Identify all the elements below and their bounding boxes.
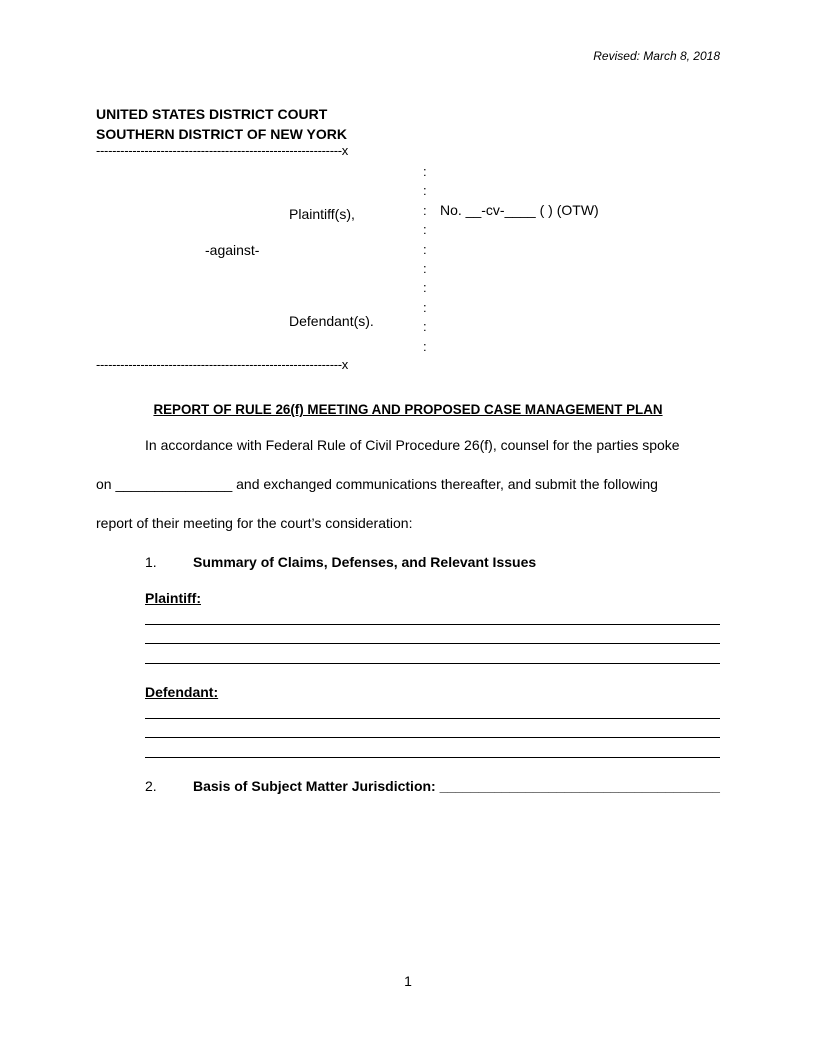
- court-name-line1: UNITED STATES DISTRICT COURT: [96, 106, 328, 122]
- caption-colon: :: [423, 164, 427, 179]
- plaintiff-caption: Plaintiff(s),: [289, 206, 355, 222]
- caption-colon: :: [423, 222, 427, 238]
- intro-line-2: on _______________ and exchanged communications thereafter, and submit the following: [96, 476, 658, 492]
- defendant-caption: Defendant(s).: [289, 313, 374, 329]
- caption-top-rule: -------------------------------------------------------------x: [96, 143, 348, 158]
- defendant-label: Defendant:: [145, 684, 219, 700]
- against-caption: -against-: [205, 242, 260, 258]
- plaintiff-answer-line[interactable]: [145, 663, 720, 664]
- plaintiff-answer-line[interactable]: [145, 643, 720, 644]
- caption-colon: :: [423, 280, 427, 296]
- plaintiff-answer-line[interactable]: [145, 624, 720, 625]
- caption-colon: :: [423, 261, 427, 277]
- section-2-title: Basis of Subject Matter Jurisdiction: ____________________________________: [193, 778, 720, 794]
- defendant-answer-line[interactable]: [145, 718, 720, 719]
- intro-line-3: report of their meeting for the court’s consideration:: [96, 515, 413, 531]
- intro-line-1: In accordance with Federal Rule of Civil Procedure 26(f), counsel for the parties spoke: [145, 437, 680, 453]
- case-number: No. __-cv-____ ( ) (OTW): [440, 202, 599, 218]
- court-name: [96, 104, 347, 144]
- section-1-number: 1.: [145, 554, 157, 570]
- report-title: REPORT OF RULE 26(f) MEETING AND PROPOSED CASE MANAGEMENT PLAN: [153, 402, 663, 417]
- caption-bottom-rule: -------------------------------------------------------------x: [96, 357, 348, 372]
- court-name-line2: SOUTHERN DISTRICT OF NEW YORK: [96, 126, 347, 142]
- page-number: 1: [404, 973, 412, 989]
- caption-colon: :: [423, 299, 427, 315]
- caption-colon: :: [423, 338, 427, 354]
- revised-date: Revised: March 8, 2018: [593, 49, 720, 63]
- defendant-answer-line[interactable]: [145, 757, 720, 758]
- caption-colon: :: [423, 319, 427, 335]
- defendant-answer-line[interactable]: [145, 737, 720, 738]
- caption-colon-column: [423, 162, 427, 356]
- section-1-title: Summary of Claims, Defenses, and Relevant Issues: [193, 554, 537, 570]
- plaintiff-label: Plaintiff:: [145, 590, 201, 606]
- section-2-number: 2.: [145, 778, 157, 794]
- caption-colon: :: [423, 183, 427, 199]
- caption-colon: :: [423, 202, 427, 218]
- caption-colon: :: [423, 241, 427, 257]
